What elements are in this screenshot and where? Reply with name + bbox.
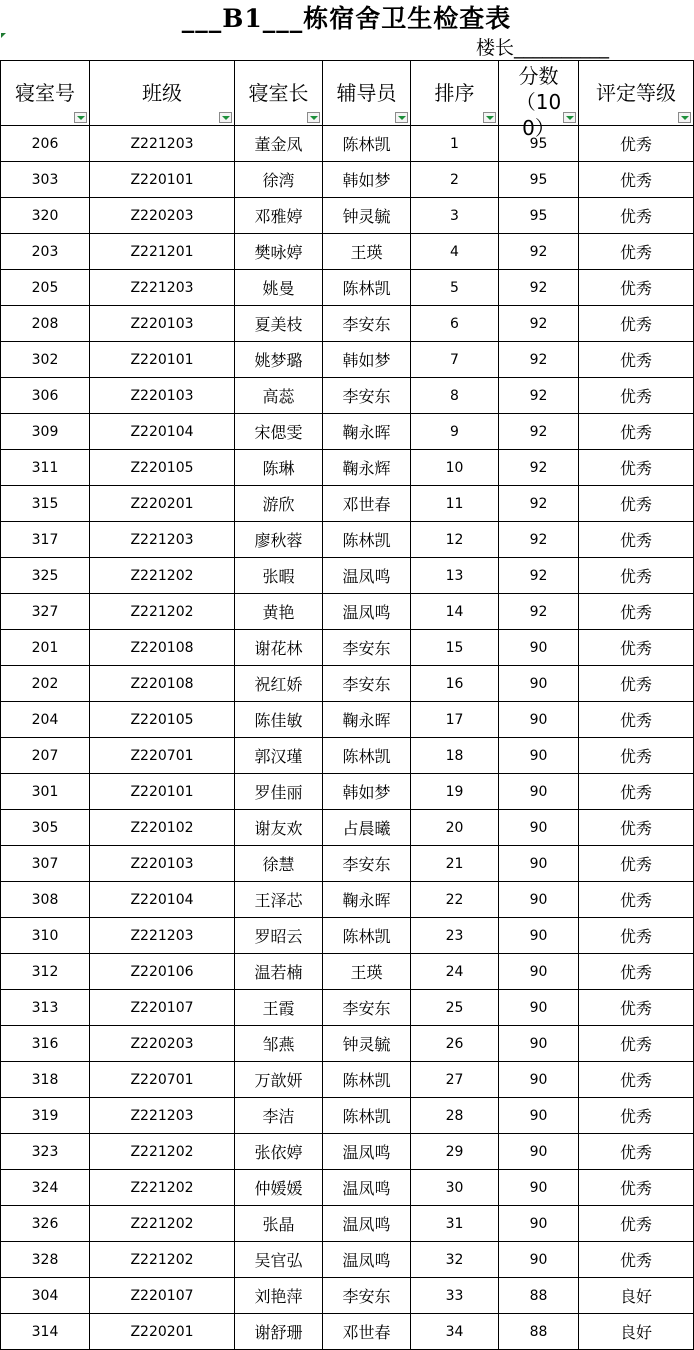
score-cell[interactable]: 90 [499, 954, 579, 990]
grade-cell[interactable]: 优秀 [579, 882, 694, 918]
class-cell[interactable]: Z220103 [90, 846, 235, 882]
rank-cell[interactable]: 3 [411, 198, 499, 234]
room-leader-cell[interactable]: 吴官弘 [235, 1242, 323, 1278]
grade-cell[interactable]: 优秀 [579, 522, 694, 558]
header-label: 寝室号 [15, 81, 75, 105]
header-row [1, 61, 694, 126]
rank-cell[interactable]: 30 [411, 1170, 499, 1206]
counselor-cell[interactable]: 王瑛 [323, 954, 411, 990]
class-cell[interactable]: Z221202 [90, 1170, 235, 1206]
room-no-cell[interactable]: 311 [1, 450, 90, 486]
room-no-cell[interactable]: 326 [1, 1206, 90, 1242]
class-cell[interactable]: Z220107 [90, 1278, 235, 1314]
rank-cell[interactable]: 16 [411, 666, 499, 702]
table-row [1, 378, 694, 414]
header-label: 排序 [434, 81, 475, 105]
counselor-cell[interactable]: 陈林凯 [323, 738, 411, 774]
counselor-cell[interactable]: 陈林凯 [323, 522, 411, 558]
counselor-cell[interactable]: 占晨曦 [323, 810, 411, 846]
class-cell[interactable]: Z220701 [90, 1062, 235, 1098]
counselor-cell[interactable]: 鞠永晖 [323, 882, 411, 918]
class-cell[interactable]: Z220101 [90, 162, 235, 198]
room-leader-cell[interactable]: 谢友欢 [235, 810, 323, 846]
room-no-cell[interactable]: 202 [1, 666, 90, 702]
room-no-cell[interactable]: 305 [1, 810, 90, 846]
class-cell[interactable]: Z220201 [90, 486, 235, 522]
table-row [1, 918, 694, 954]
room-leader-cell[interactable]: 温若楠 [235, 954, 323, 990]
rank-cell[interactable]: 1 [411, 126, 499, 162]
grade-cell[interactable]: 优秀 [579, 1170, 694, 1206]
header-grade [579, 61, 694, 126]
rank-cell[interactable]: 20 [411, 810, 499, 846]
room-leader-cell[interactable]: 夏美枝 [235, 306, 323, 342]
class-cell[interactable]: Z220102 [90, 810, 235, 846]
table-row [1, 342, 694, 378]
table-body [1, 126, 694, 1350]
rank-cell[interactable]: 17 [411, 702, 499, 738]
class-cell[interactable]: Z220105 [90, 450, 235, 486]
grade-cell[interactable]: 优秀 [579, 162, 694, 198]
table-row [1, 1134, 694, 1170]
score-cell[interactable]: 90 [499, 774, 579, 810]
grade-cell[interactable]: 良好 [579, 1278, 694, 1314]
room-leader-cell[interactable]: 王霞 [235, 990, 323, 1026]
rank-cell[interactable]: 33 [411, 1278, 499, 1314]
class-cell[interactable]: Z220201 [90, 1314, 235, 1350]
rank-cell[interactable]: 34 [411, 1314, 499, 1350]
room-leader-cell[interactable]: 刘艳萍 [235, 1278, 323, 1314]
table-row [1, 162, 694, 198]
header-score [499, 61, 579, 140]
room-leader-cell[interactable]: 谢舒珊 [235, 1314, 323, 1350]
class-cell[interactable]: Z220103 [90, 306, 235, 342]
table-row [1, 1206, 694, 1242]
score-cell[interactable]: 90 [499, 990, 579, 1026]
grade-cell[interactable]: 优秀 [579, 702, 694, 738]
table-row [1, 738, 694, 774]
class-cell[interactable]: Z220106 [90, 954, 235, 990]
rank-cell[interactable]: 13 [411, 558, 499, 594]
table-row [1, 954, 694, 990]
header-class [90, 61, 235, 126]
counselor-cell[interactable]: 鞠永辉 [323, 450, 411, 486]
room-leader-cell[interactable]: 陈琳 [235, 450, 323, 486]
class-cell[interactable]: Z220203 [90, 198, 235, 234]
rank-cell[interactable]: 25 [411, 990, 499, 1026]
class-cell[interactable]: Z221203 [90, 522, 235, 558]
class-cell[interactable]: Z220105 [90, 702, 235, 738]
score-cell[interactable]: 88 [499, 1314, 579, 1350]
room-no-cell[interactable]: 328 [1, 1242, 90, 1278]
table-row [1, 846, 694, 882]
filter-dropdown-icon[interactable] [219, 112, 232, 123]
inspection-table [0, 60, 694, 1350]
class-cell[interactable]: Z221202 [90, 1134, 235, 1170]
score-cell[interactable]: 92 [499, 594, 579, 630]
grade-cell[interactable]: 优秀 [579, 810, 694, 846]
class-cell[interactable]: Z220108 [90, 666, 235, 702]
class-cell[interactable]: Z220101 [90, 342, 235, 378]
counselor-cell[interactable]: 邓世春 [323, 1314, 411, 1350]
counselor-cell[interactable]: 陈林凯 [323, 1098, 411, 1134]
grade-cell[interactable]: 优秀 [579, 1242, 694, 1278]
filter-dropdown-icon[interactable] [678, 112, 691, 123]
score-cell[interactable]: 90 [499, 1062, 579, 1098]
room-leader-cell[interactable]: 邓雅婷 [235, 198, 323, 234]
score-cell[interactable]: 95 [499, 162, 579, 198]
table-row [1, 522, 694, 558]
score-cell[interactable]: 90 [499, 1242, 579, 1278]
room-leader-cell[interactable]: 张暇 [235, 558, 323, 594]
score-cell[interactable]: 92 [499, 378, 579, 414]
room-leader-cell[interactable]: 仲媛媛 [235, 1170, 323, 1206]
header-label: 评定等级 [596, 81, 676, 105]
table-row [1, 990, 694, 1026]
filter-dropdown-icon[interactable] [307, 112, 320, 123]
grade-cell[interactable]: 优秀 [579, 630, 694, 666]
rank-cell[interactable]: 15 [411, 630, 499, 666]
room-no-cell[interactable]: 208 [1, 306, 90, 342]
rank-cell[interactable]: 24 [411, 954, 499, 990]
counselor-cell[interactable]: 鞠永晖 [323, 702, 411, 738]
header-label: 寝室长 [248, 81, 309, 105]
header-rank [411, 61, 499, 126]
rank-cell[interactable]: 11 [411, 486, 499, 522]
room-no-cell[interactable]: 206 [1, 126, 90, 162]
room-leader-cell[interactable]: 姚梦璐 [235, 342, 323, 378]
header-room-leader [235, 61, 323, 126]
counselor-cell[interactable]: 钟灵毓 [323, 1026, 411, 1062]
score-cell[interactable]: 92 [499, 306, 579, 342]
room-no-cell[interactable]: 313 [1, 990, 90, 1026]
score-cell[interactable]: 90 [499, 846, 579, 882]
table-row [1, 774, 694, 810]
table-row [1, 1026, 694, 1062]
room-leader-cell[interactable]: 陈佳敏 [235, 702, 323, 738]
grade-cell[interactable]: 优秀 [579, 126, 694, 162]
header-label: 辅导员 [336, 81, 397, 105]
counselor-cell[interactable]: 李安东 [323, 378, 411, 414]
room-no-cell[interactable]: 314 [1, 1314, 90, 1350]
score-cell[interactable]: 92 [499, 270, 579, 306]
room-no-cell[interactable]: 205 [1, 270, 90, 306]
score-cell[interactable]: 92 [499, 522, 579, 558]
rank-cell[interactable]: 31 [411, 1206, 499, 1242]
grade-cell[interactable]: 优秀 [579, 270, 694, 306]
table-row [1, 198, 694, 234]
counselor-cell[interactable]: 李安东 [323, 666, 411, 702]
room-no-cell[interactable]: 304 [1, 1278, 90, 1314]
grade-cell[interactable]: 优秀 [579, 1134, 694, 1170]
counselor-cell[interactable]: 韩如梦 [323, 774, 411, 810]
room-no-cell[interactable]: 323 [1, 1134, 90, 1170]
table-row [1, 450, 694, 486]
score-cell[interactable]: 90 [499, 918, 579, 954]
table-row [1, 630, 694, 666]
room-leader-cell[interactable]: 樊咏婷 [235, 234, 323, 270]
grade-cell[interactable]: 优秀 [579, 342, 694, 378]
grade-cell[interactable]: 优秀 [579, 1062, 694, 1098]
room-no-cell[interactable]: 203 [1, 234, 90, 270]
room-leader-cell[interactable]: 徐湾 [235, 162, 323, 198]
counselor-cell[interactable]: 陈林凯 [323, 270, 411, 306]
rank-cell[interactable]: 2 [411, 162, 499, 198]
rank-cell[interactable]: 7 [411, 342, 499, 378]
class-cell[interactable]: Z220203 [90, 1026, 235, 1062]
room-no-cell[interactable]: 320 [1, 198, 90, 234]
class-cell[interactable]: Z221203 [90, 270, 235, 306]
header-label: 分数（100） [515, 64, 562, 140]
table-row [1, 270, 694, 306]
rank-cell[interactable]: 28 [411, 1098, 499, 1134]
class-cell[interactable]: Z221203 [90, 918, 235, 954]
class-cell[interactable]: Z221202 [90, 1206, 235, 1242]
room-leader-cell[interactable]: 高蕊 [235, 378, 323, 414]
grade-cell[interactable]: 优秀 [579, 1026, 694, 1062]
class-cell[interactable]: Z221203 [90, 126, 235, 162]
score-cell[interactable]: 90 [499, 1026, 579, 1062]
room-leader-cell[interactable]: 罗昭云 [235, 918, 323, 954]
room-no-cell[interactable]: 207 [1, 738, 90, 774]
class-cell[interactable]: Z221202 [90, 558, 235, 594]
score-cell[interactable]: 90 [499, 702, 579, 738]
room-no-cell[interactable]: 310 [1, 918, 90, 954]
room-leader-cell[interactable]: 徐慧 [235, 846, 323, 882]
table-row [1, 1170, 694, 1206]
class-cell[interactable]: Z220103 [90, 378, 235, 414]
grade-cell[interactable]: 优秀 [579, 378, 694, 414]
counselor-cell[interactable]: 温凤鸣 [323, 1170, 411, 1206]
counselor-cell[interactable]: 李安东 [323, 846, 411, 882]
room-no-cell[interactable]: 324 [1, 1170, 90, 1206]
cell-comment-marker-icon [1, 33, 6, 38]
room-leader-cell[interactable]: 董金凤 [235, 126, 323, 162]
room-leader-cell[interactable]: 谢花林 [235, 630, 323, 666]
grade-cell[interactable]: 优秀 [579, 414, 694, 450]
score-cell[interactable]: 90 [499, 630, 579, 666]
counselor-cell[interactable]: 韩如梦 [323, 162, 411, 198]
counselor-cell[interactable]: 陈林凯 [323, 918, 411, 954]
rank-cell[interactable]: 23 [411, 918, 499, 954]
class-cell[interactable]: Z220104 [90, 882, 235, 918]
room-no-cell[interactable]: 306 [1, 378, 90, 414]
counselor-cell[interactable]: 温凤鸣 [323, 1242, 411, 1278]
grade-cell[interactable]: 优秀 [579, 846, 694, 882]
grade-cell[interactable]: 优秀 [579, 918, 694, 954]
table-row [1, 882, 694, 918]
grade-cell[interactable]: 优秀 [579, 738, 694, 774]
counselor-cell[interactable]: 钟灵毓 [323, 198, 411, 234]
counselor-cell[interactable]: 温凤鸣 [323, 594, 411, 630]
room-leader-cell[interactable]: 万歆妍 [235, 1062, 323, 1098]
filter-dropdown-icon[interactable] [74, 112, 87, 123]
room-no-cell[interactable]: 201 [1, 630, 90, 666]
table-row [1, 810, 694, 846]
score-cell[interactable]: 90 [499, 1134, 579, 1170]
grade-cell[interactable]: 优秀 [579, 450, 694, 486]
room-no-cell[interactable]: 315 [1, 486, 90, 522]
room-leader-cell[interactable]: 宋偲雯 [235, 414, 323, 450]
room-leader-cell[interactable]: 李洁 [235, 1098, 323, 1134]
counselor-cell[interactable]: 李安东 [323, 1278, 411, 1314]
room-leader-cell[interactable]: 王泽芯 [235, 882, 323, 918]
room-no-cell[interactable]: 308 [1, 882, 90, 918]
room-leader-cell[interactable]: 张依婷 [235, 1134, 323, 1170]
rank-cell[interactable]: 19 [411, 774, 499, 810]
counselor-cell[interactable]: 陈林凯 [323, 1062, 411, 1098]
class-cell[interactable]: Z221203 [90, 1098, 235, 1134]
score-cell[interactable]: 90 [499, 738, 579, 774]
score-cell[interactable]: 92 [499, 414, 579, 450]
counselor-cell[interactable]: 温凤鸣 [323, 558, 411, 594]
rank-cell[interactable]: 4 [411, 234, 499, 270]
grade-cell[interactable]: 优秀 [579, 666, 694, 702]
table-row [1, 486, 694, 522]
header-room-no [1, 61, 90, 126]
room-no-cell[interactable]: 204 [1, 702, 90, 738]
rank-cell[interactable]: 26 [411, 1026, 499, 1062]
class-cell[interactable]: Z221201 [90, 234, 235, 270]
room-no-cell[interactable]: 319 [1, 1098, 90, 1134]
filter-dropdown-icon[interactable] [483, 112, 496, 123]
filter-dropdown-icon[interactable] [395, 112, 408, 123]
room-leader-cell[interactable]: 罗佳丽 [235, 774, 323, 810]
grade-cell[interactable]: 优秀 [579, 198, 694, 234]
room-no-cell[interactable]: 303 [1, 162, 90, 198]
table-row [1, 702, 694, 738]
rank-cell[interactable]: 22 [411, 882, 499, 918]
room-leader-cell[interactable]: 祝红娇 [235, 666, 323, 702]
rank-cell[interactable]: 21 [411, 846, 499, 882]
grade-cell[interactable]: 优秀 [579, 234, 694, 270]
table-row [1, 594, 694, 630]
counselor-cell[interactable]: 韩如梦 [323, 342, 411, 378]
rank-cell[interactable]: 12 [411, 522, 499, 558]
score-cell[interactable]: 92 [499, 486, 579, 522]
grade-cell[interactable]: 优秀 [579, 954, 694, 990]
filter-dropdown-icon[interactable] [563, 112, 576, 123]
class-cell[interactable]: Z220701 [90, 738, 235, 774]
score-cell[interactable]: 90 [499, 1206, 579, 1242]
score-cell[interactable]: 95 [499, 126, 579, 162]
room-leader-cell[interactable]: 游欣 [235, 486, 323, 522]
rank-cell[interactable]: 32 [411, 1242, 499, 1278]
counselor-cell[interactable]: 李安东 [323, 630, 411, 666]
score-cell[interactable]: 92 [499, 342, 579, 378]
room-no-cell[interactable]: 325 [1, 558, 90, 594]
room-no-cell[interactable]: 302 [1, 342, 90, 378]
table-row [1, 558, 694, 594]
table-row [1, 234, 694, 270]
counselor-cell[interactable]: 鞠永晖 [323, 414, 411, 450]
grade-cell[interactable]: 优秀 [579, 486, 694, 522]
header-label: 班级 [142, 81, 182, 105]
room-no-cell[interactable]: 327 [1, 594, 90, 630]
room-no-cell[interactable]: 318 [1, 1062, 90, 1098]
grade-cell[interactable]: 优秀 [579, 990, 694, 1026]
room-leader-cell[interactable]: 邹燕 [235, 1026, 323, 1062]
class-cell[interactable]: Z221202 [90, 594, 235, 630]
class-cell[interactable]: Z220108 [90, 630, 235, 666]
score-cell[interactable]: 88 [499, 1278, 579, 1314]
counselor-cell[interactable]: 李安东 [323, 306, 411, 342]
table-row [1, 1278, 694, 1314]
table-row [1, 306, 694, 342]
table-row [1, 1062, 694, 1098]
grade-cell[interactable]: 优秀 [579, 306, 694, 342]
room-leader-cell[interactable]: 郭汉瑾 [235, 738, 323, 774]
room-no-cell[interactable]: 317 [1, 522, 90, 558]
table-row [1, 126, 694, 162]
rank-cell[interactable]: 27 [411, 1062, 499, 1098]
score-cell[interactable]: 90 [499, 810, 579, 846]
header-counselor [323, 61, 411, 126]
room-leader-cell[interactable]: 姚曼 [235, 270, 323, 306]
rank-cell[interactable]: 5 [411, 270, 499, 306]
room-no-cell[interactable]: 307 [1, 846, 90, 882]
room-leader-cell[interactable]: 黄艳 [235, 594, 323, 630]
grade-cell[interactable]: 优秀 [579, 558, 694, 594]
table-row [1, 414, 694, 450]
class-cell[interactable]: Z220101 [90, 774, 235, 810]
counselor-cell[interactable]: 王瑛 [323, 234, 411, 270]
room-no-cell[interactable]: 312 [1, 954, 90, 990]
rank-cell[interactable]: 8 [411, 378, 499, 414]
score-cell[interactable]: 92 [499, 558, 579, 594]
rank-cell[interactable]: 14 [411, 594, 499, 630]
grade-cell[interactable]: 优秀 [579, 594, 694, 630]
score-cell[interactable]: 90 [499, 1170, 579, 1206]
score-cell[interactable]: 90 [499, 1098, 579, 1134]
grade-cell[interactable]: 优秀 [579, 774, 694, 810]
table-row [1, 1314, 694, 1350]
rank-cell[interactable]: 9 [411, 414, 499, 450]
counselor-cell[interactable]: 温凤鸣 [323, 1206, 411, 1242]
floor-leader-label: 楼长__________ [475, 37, 609, 59]
rank-cell[interactable]: 29 [411, 1134, 499, 1170]
room-no-cell[interactable]: 316 [1, 1026, 90, 1062]
rank-cell[interactable]: 10 [411, 450, 499, 486]
table-row [1, 1242, 694, 1278]
class-cell[interactable]: Z221202 [90, 1242, 235, 1278]
score-cell[interactable]: 95 [499, 198, 579, 234]
grade-cell[interactable]: 优秀 [579, 1206, 694, 1242]
score-cell[interactable]: 92 [499, 450, 579, 486]
table-row [1, 666, 694, 702]
grade-cell[interactable]: 优秀 [579, 1098, 694, 1134]
room-leader-cell[interactable]: 廖秋蓉 [235, 522, 323, 558]
counselor-cell[interactable]: 李安东 [323, 990, 411, 1026]
room-leader-cell[interactable]: 张晶 [235, 1206, 323, 1242]
table-row [1, 1098, 694, 1134]
counselor-cell[interactable]: 邓世春 [323, 486, 411, 522]
rank-cell[interactable]: 6 [411, 306, 499, 342]
grade-cell[interactable]: 良好 [579, 1314, 694, 1350]
class-cell[interactable]: Z220107 [90, 990, 235, 1026]
counselor-cell[interactable]: 温凤鸣 [323, 1134, 411, 1170]
class-cell[interactable]: Z220104 [90, 414, 235, 450]
rank-cell[interactable]: 18 [411, 738, 499, 774]
counselor-cell[interactable]: 陈林凯 [323, 126, 411, 162]
room-no-cell[interactable]: 309 [1, 414, 90, 450]
score-cell[interactable]: 90 [499, 882, 579, 918]
score-cell[interactable]: 90 [499, 666, 579, 702]
sheet-title: ___B1___栋宿舍卫生检查表 [181, 4, 512, 33]
score-cell[interactable]: 92 [499, 234, 579, 270]
room-no-cell[interactable]: 301 [1, 774, 90, 810]
